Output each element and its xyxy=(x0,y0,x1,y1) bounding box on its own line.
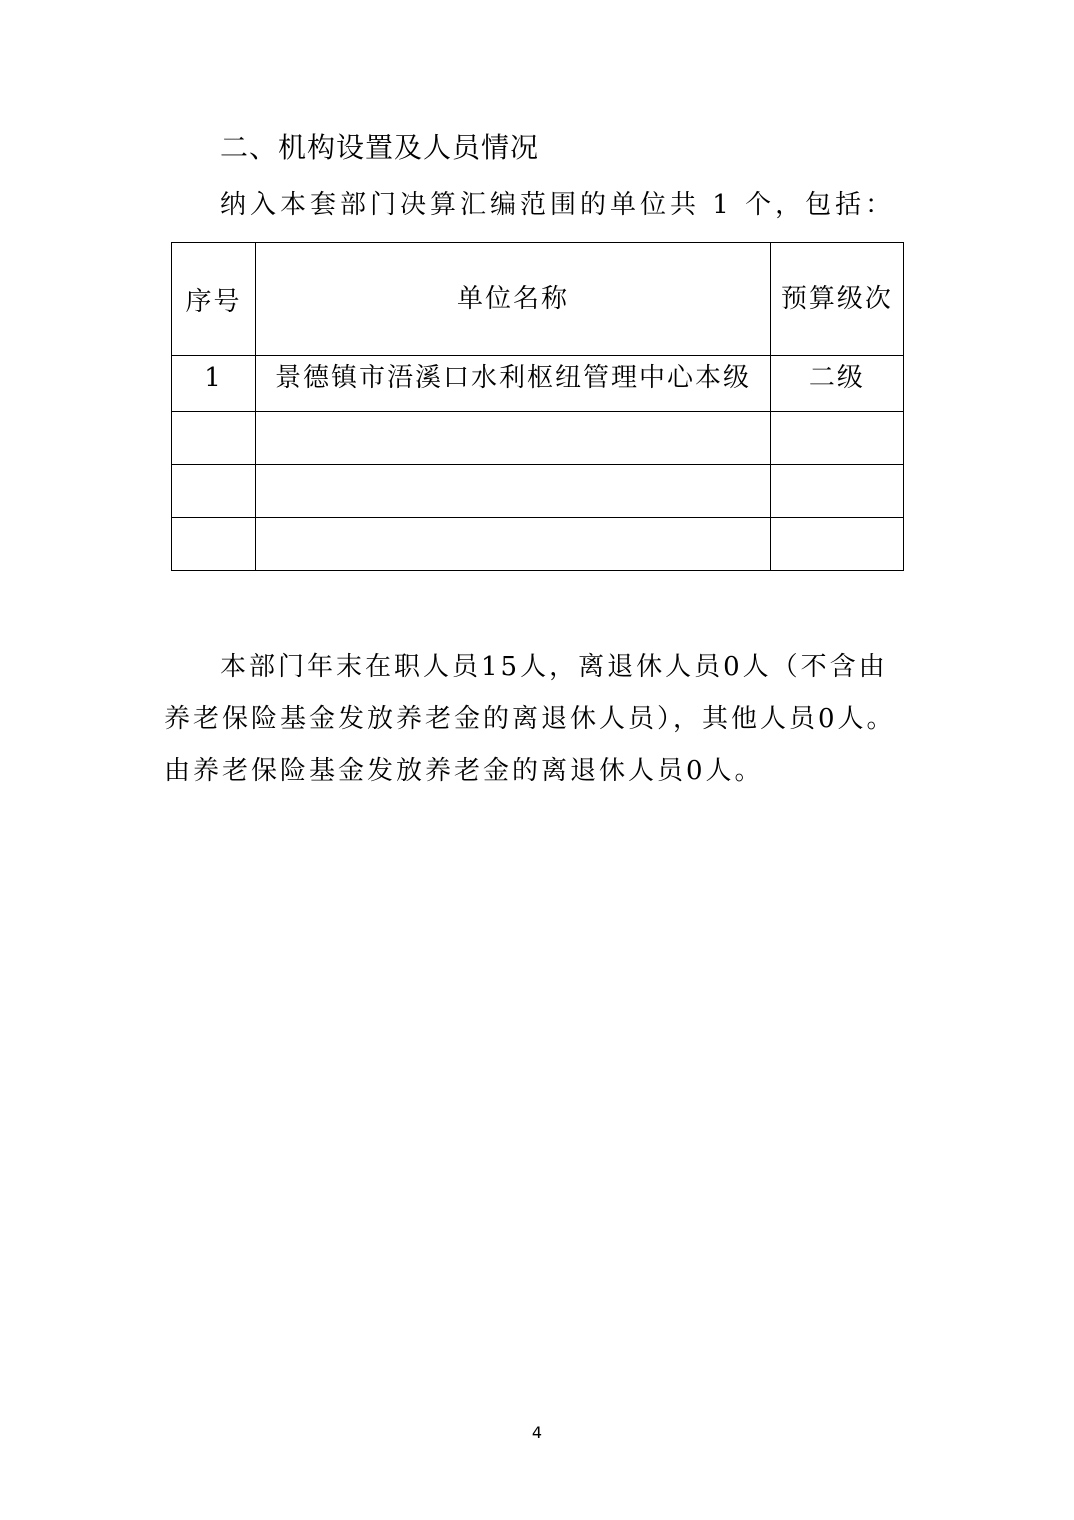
cell-seq xyxy=(172,412,256,465)
table-header-row xyxy=(172,243,904,356)
staff-paragraph: 本部门年末在职人员15人，离退休人员0人（不含由养老保险基金发放养老金的离退休人员），其他人员0人。由养老保险基金发放养老金的离退休人员0人。 xyxy=(164,652,896,786)
header-budget-level: 预算级次 xyxy=(770,243,903,356)
cell-unit-name xyxy=(256,412,771,465)
intro-paragraph: 纳入本套部门决算汇编范围的单位共 1 个，包括： xyxy=(220,190,896,220)
page-number: 4 xyxy=(531,1423,543,1442)
cell-seq: 1 xyxy=(172,356,256,412)
header-unit-name: 单位名称 xyxy=(256,243,771,356)
cell-seq xyxy=(172,518,256,571)
table-row xyxy=(172,412,904,465)
cell-seq xyxy=(172,465,256,518)
table-row xyxy=(172,518,904,571)
cell-unit-name xyxy=(256,518,771,571)
section-heading: 二、机构设置及人员情况 xyxy=(220,131,540,164)
table-row xyxy=(172,356,904,412)
cell-budget-level xyxy=(770,465,903,518)
cell-budget-level xyxy=(770,518,903,571)
cell-budget-level xyxy=(770,412,903,465)
cell-unit-name: 景德镇市浯溪口水利枢纽管理中心本级 xyxy=(256,356,771,412)
table-row xyxy=(172,465,904,518)
cell-budget-level: 二级 xyxy=(770,356,903,412)
cell-unit-name xyxy=(256,465,771,518)
unit-table xyxy=(171,242,904,571)
header-seq: 序号 xyxy=(172,243,256,356)
